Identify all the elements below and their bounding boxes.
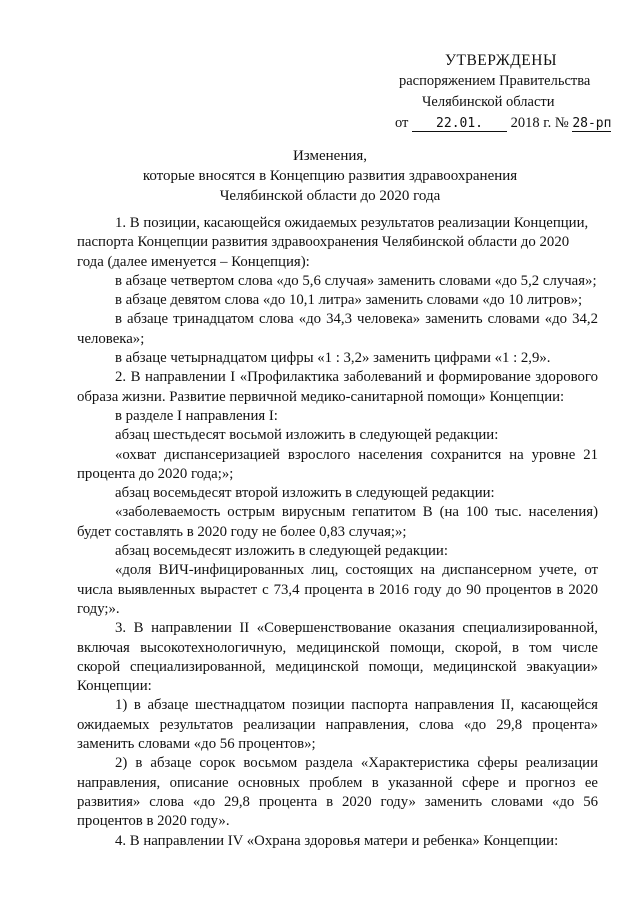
paragraph-1-item-9: в абзаце девятом слова «до 10,1 литра» заменить словами «до 10 литров»; (115, 292, 583, 309)
document-title (80, 146, 580, 206)
paragraph-2-item-80-text: «доля ВИЧ-инфицированных лиц, состоящих на диспансерном учете, от числа выявленных вырастет с 73,4 процента в 2016 году до 90 процентов в 2020 году;». (77, 562, 598, 617)
paragraph-2-item-68-intro: абзац шестьдесят восьмой изложить в следующей редакции: (115, 427, 499, 444)
paragraph-4: 4. В направлении IV «Охрана здоровья матери и ребенка» Концепции: (115, 832, 559, 849)
date-year: 2018 г. № (510, 115, 569, 131)
paragraph-2-section: в разделе I направления I: (115, 407, 278, 424)
paragraph-1-item-4: в абзаце четвертом слова «до 5,6 случая» заменить словами «до 5,2 случая»; (115, 272, 597, 289)
title-line-1: Изменения, (292, 148, 368, 164)
paragraph-2-item-68-text: «охват диспансеризацией взрослого населения сохранится на уровне 21 процента до 2020 года;»; (77, 446, 598, 482)
approval-region-line: Челябинской области (422, 94, 555, 110)
paragraph-3-item-2: 2) в абзаце сорок восьмом раздела «Характеристика сферы реализации направления, описание основных проблем в указанной сфере и прогноз ее развития» слова «до 29,8 процента в 2020 году» заменить словами «до 56 процентов в 2020 году». (77, 755, 598, 830)
approval-heading: УТВЕРЖДЕНЫ (445, 52, 557, 69)
paragraph-2-item-82-intro: абзац восемьдесят второй изложить в следующей редакции: (115, 485, 495, 502)
paragraph-2: 2. В направлении I «Профилактика заболеваний и формирование здорового образа жизни. Развитие первичной медико-санитарной помощи» Концепции: (77, 369, 598, 405)
paragraph-3: 3. В направлении II «Совершенствование оказания специализированной, включая высокотехнологичную, медицинской помощи, скорой, в том числе скорой специализированной, медицинской помощи, медицинской эвакуации» Концепции: (77, 620, 598, 695)
title-line-3: Челябинской области до 2020 года (219, 188, 441, 204)
paragraph-1-item-14: в абзаце четырнадцатом цифры «1 : 3,2» заменить цифрами «1 : 2,9». (115, 350, 551, 367)
paragraph-2-item-80-intro: абзац восемьдесят изложить в следующей редакции: (115, 543, 448, 560)
approval-decree-line: распоряжением Правительства (399, 73, 591, 89)
paragraph-1-item-13: в абзаце тринадцатом слова «до 34,3 человека» заменить словами «до 34,2 человека»; (77, 311, 598, 347)
handwritten-number: 28-рп (572, 116, 612, 131)
title-line-2: которые вносятся в Концепцию развития здравоохранения (142, 168, 518, 184)
paragraph-3-item-1: 1) в абзаце шестнадцатом позиции паспорта направления II, касающейся ожидаемых результатов реализации направления, слова «до 29,8 процента» заменить словами «до 56 процентов»; (77, 697, 598, 753)
paragraph-1: 1. В позиции, касающейся ожидаемых результатов реализации Концепции, паспорта Концепции развития здравоохранения Челябинской области до 2020 года (далее именуется – Концепция): (77, 215, 589, 270)
approval-date-line (395, 113, 610, 134)
document-body (77, 214, 598, 851)
approval-block (395, 50, 610, 134)
paragraph-2-item-82-text: «заболеваемость острым вирусным гепатитом В (на 100 тыс. населения) будет составлять в 2020 году не более 0,83 случая;»; (77, 504, 598, 540)
date-prefix: от (395, 115, 409, 131)
handwritten-date: 22.01. (412, 116, 507, 132)
